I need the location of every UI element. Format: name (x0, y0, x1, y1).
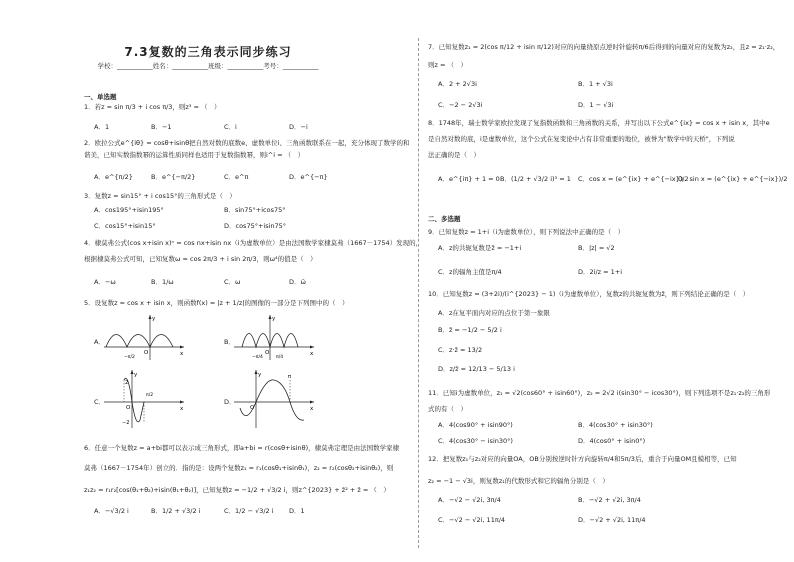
svg-text:π/4: π/4 (276, 355, 284, 360)
q9-option-d: D．2i/z = 1+i (578, 268, 623, 276)
question-10: 10．已知复数z = (3+2i)/(i^{2023} − 1)（i为虚数单位），复数z的共轭复数为z̄，则下列结论正确的是（ ） (428, 290, 750, 298)
q11-option-a: A．4(cos90° + isin90°) (438, 421, 513, 429)
svg-text:x: x (180, 351, 184, 357)
svg-text:−π/4: −π/4 (252, 355, 263, 360)
q5-option-c: C． (94, 398, 106, 406)
svg-text:y: y (134, 372, 138, 378)
student-info-line: 学校：___________姓名：___________班级：___________考号：___________ (97, 62, 319, 70)
q6-option-d: D．1 (289, 507, 305, 515)
q4-option-b: B．1/ω (151, 278, 174, 286)
q6-option-a: A．−√3/2 i (94, 507, 129, 515)
q1-option-d: D．−i (289, 123, 308, 131)
question-8-line1: 8．1748年，瑞士数学家欧拉发现了复指数函数和三角函数的关系，并写出以下公式e^{ix} = cos x + isin x，其中e (428, 119, 770, 127)
section-single-choice: 一、单选题 (84, 93, 117, 101)
q8-option-a: A．e^{iπ} + 1 = 0 (438, 175, 500, 183)
q7-option-d: D．1 − √3i (578, 101, 614, 109)
q2-option-a: A．e^{π/2} (94, 173, 133, 181)
q4-option-c: C．ω (224, 278, 241, 286)
question-7-line1: 7．已知复数z₁ = 2(cos π/12 + isin π/12)对应的向量绕原点逆时针旋转π/6后得到的向量对应的复数为z₂，且z = z₁·z₂， (428, 43, 780, 51)
q7-option-a: A．2 + 2√3i (438, 80, 477, 88)
q9-option-c: C．z的辐角主值是π/4 (438, 268, 502, 276)
q3-option-d: D．cos75°+isin75° (224, 222, 287, 230)
question-8-line2: 是自然对数的底，i是虚数单位，这个公式在复变论中占有非常重要的地位，被誉为"数学中的天桥"，下列说 (428, 135, 735, 143)
q5-graph-a (104, 312, 186, 362)
q10-option-d: D．z/z̄ = 12/13 − 5/13 i (438, 365, 515, 373)
q3-option-b: B．sin75°+icos75° (224, 206, 286, 214)
q2-option-d: D．e^{−π} (289, 173, 328, 181)
q8-option-b: B．(1/2 + √3/2 i)³ = 1 (500, 175, 571, 183)
q2-option-b: B．e^{−π/2} (151, 173, 196, 181)
q3-option-c: C．cos15°+isin15° (94, 222, 156, 230)
svg-text:x: x (310, 406, 314, 412)
question-2-line2: 谐美，已知实数指数幂的运算性质同样也适用于复数指数幂，则i^i = （ ） (84, 151, 305, 159)
question-4-line2: 根据棣莫弗公式可知，已知复数ω = cos 2π/3 + i sin 2π/3，则ω⁴的值是（ ） (84, 255, 317, 263)
q10-option-a: A．z在复平面内对应的点位于第一象限 (438, 309, 550, 317)
svg-text:O: O (265, 350, 270, 356)
question-8-line3: 法正确的是（ ） (428, 151, 480, 159)
question-11-line1: 11．已知i为虚数单位，z₁ = √2(cos60° + isin60°)，z₂ = 2√2 i(sin30° − icos30°)，则下列选项不是z₁·z₂的三角形 (428, 389, 771, 397)
q2-option-c: C．e^π (224, 173, 249, 181)
q5-graph-b (234, 312, 316, 362)
svg-text:O: O (144, 350, 149, 356)
svg-text:x: x (310, 351, 314, 357)
q9-option-b: B．|z| = √2 (578, 244, 615, 252)
question-2-line1: 2．欧拉公式e^{iθ} = cosθ+isinθ把自然对数的底数e、虚数单位i、三角函数联系在一起，充分体现了数学的和 (84, 139, 410, 147)
q5-option-d: D． (224, 398, 236, 406)
q1-option-b: B．−1 (151, 123, 172, 131)
svg-text:O: O (126, 405, 131, 411)
q3-option-a: A．cos195°+isin195° (94, 206, 164, 214)
question-4-line1: 4．棣莫弗公式(cos x+isin x)ⁿ = cos nx+isin nx（i为虚数单位）是由法国数学家棣莫弗（1667－1754）发现的， (84, 239, 423, 247)
svg-text:−2: −2 (122, 420, 130, 426)
q6-option-b: B．1/2 + √3/2 i (151, 507, 201, 515)
q12-option-a: A．−√2 − √2i, 3π/4 (438, 496, 501, 504)
q7-option-c: C．−2 − 2√3i (438, 101, 483, 109)
question-6-line3: z₁z₂ = r₁r₂[cos(θ₁+θ₂)+isin(θ₁+θ₂)]，已知复数z = −1/2 + √3/2 i，则z^{2023} + z̄² + z̄ = （ ） (84, 486, 390, 494)
question-5: 5．设复数z = cos x + isin x，则函数f(x) = |z + 1/z|的图像的一部分是下列图中的（ ） (84, 299, 349, 307)
q9-option-a: A．z的共轭复数是z̄ = −1+i (438, 244, 522, 252)
svg-text:π/2: π/2 (146, 393, 154, 398)
q8-option-d: D．sin x = (e^{ix} + e^{−ix})/2 (678, 175, 788, 183)
q7-option-b: B．1 + √3i (578, 80, 613, 88)
q12-option-b: B．−√2 + √2i, 3π/4 (578, 496, 641, 504)
question-9: 9．已知复数z = 1+i（i为虚数单位），则下列说法中正确的是（ ） (428, 228, 625, 236)
q1-option-c: C．i (224, 123, 237, 131)
q1-option-a: A．1 (94, 123, 110, 131)
question-6-line1: 6．任意一个复数z = a+bi都可以表示成三角形式，即a+bi = r(cosθ+isinθ)，棣莫弗定理是由法国数学家棣 (84, 444, 400, 452)
q5-option-a: A． (94, 338, 105, 346)
q6-option-c: C．1/2 − √3/2 i (224, 507, 274, 515)
q4-option-a: A．−ω (94, 278, 116, 286)
svg-text:y: y (258, 372, 262, 378)
question-3: 3．复数z = sin15° + i cos15°的三角形式是（ ） (84, 192, 236, 200)
q5-graph-d (234, 368, 316, 430)
q12-option-d: D．−√2 + √2i, 11π/4 (578, 516, 646, 524)
q11-option-d: D．4(cos0° + isin0°) (578, 437, 646, 445)
column-divider (418, 38, 419, 548)
question-12-line2: z₂ = −1 − √3i，则复数z₁的代数形式和它的辐角分别是（ ） (428, 477, 609, 485)
question-1-stem: 1．若z = sin π/3 + i cos π/3，则z³ = （ ） (84, 103, 221, 111)
question-1 (84, 103, 221, 112)
svg-text:−π/2: −π/2 (124, 355, 135, 360)
question-6-line2: 莫弗（1667－1754年）创立的．指的是：设两个复数z₁ = r₁(cosθ₁+isinθ₁)，z₂ = r₂(cosθ₂+isinθ₂)，则 (84, 464, 394, 472)
q8-option-c: C．cos x = (e^{ix} + e^{−ix})/2 (578, 175, 689, 183)
question-11-line2: 式的有（ ） (428, 405, 467, 413)
question-12-line1: 12．把复数z₁与z₂对应的向量OA，OB分别按逆时针方向旋转π/4和5π/3后，重合于向量OM且模相等，已知 (428, 455, 737, 463)
q11-option-b: B．4(cos30° + isin30°) (578, 421, 653, 429)
q11-option-c: C．4(cos30° − isin30°) (438, 437, 513, 445)
q10-option-b: B．z̄ = −1/2 − 5/2 i (438, 326, 502, 334)
svg-text:y: y (152, 316, 156, 322)
svg-text:O: O (250, 405, 255, 411)
question-7-line2: 则z = （ ） (428, 61, 467, 69)
q4-option-d: D．ω̄ (289, 278, 306, 286)
svg-text:π: π (288, 374, 292, 380)
section-multi-choice: 二、多选题 (428, 215, 461, 223)
svg-text:2: 2 (125, 380, 129, 386)
page-title: 7.3复数的三角表示同步练习 (124, 45, 292, 59)
svg-text:x: x (180, 406, 184, 412)
q5-option-b: B． (224, 338, 235, 346)
q5-graph-c (104, 368, 186, 430)
svg-text:y: y (272, 316, 276, 322)
q10-option-c: C．z·z̄ = 13/2 (438, 346, 483, 354)
q12-option-c: C．−√2 − √2i, 11π/4 (438, 516, 506, 524)
